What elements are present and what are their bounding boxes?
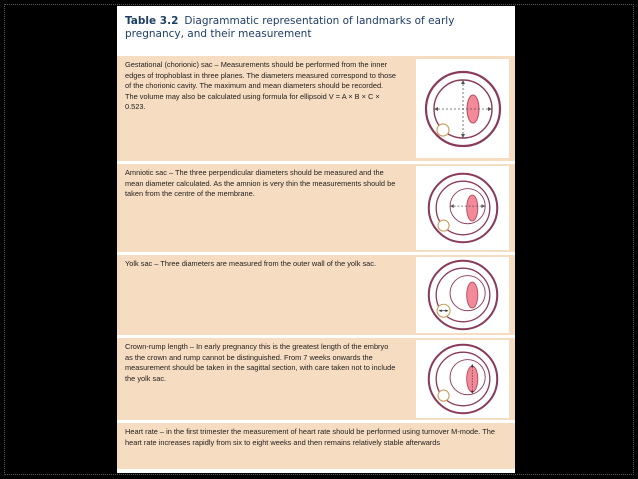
- table-row-yolk-sac: [117, 255, 515, 335]
- table-title: [125, 15, 509, 41]
- crown-rump-diagram-icon: [416, 340, 509, 418]
- table-title-text: Diagrammatic representation of landmarks of early pregnancy, and their measurement: [125, 15, 455, 40]
- table-number: Table 3.2: [125, 15, 179, 27]
- yolk-sac-diagram-icon: [416, 257, 509, 333]
- table-row-gestational-sac: [117, 56, 515, 161]
- row-text-heart-rate: Heart rate – in the first trimester the measurement of heart rate should be performed using turnover M-mode. The heart rate increases rapidly from six to eight weeks and then remains relatively stable afterwards: [125, 427, 495, 447]
- row-text-crown-rump: Crown-rump length – In early pregnancy this is the greatest length of the embryo as the crown and rump cannot be distinguished. From 7 weeks onwards the measurement should be taken in the sagittal section, with care taken not to include the yolk sac.: [125, 342, 396, 383]
- document-page: [117, 6, 515, 473]
- table-caption: [117, 6, 515, 54]
- row-text-gestational-sac: Gestational (chorionic) sac – Measurements should be performed from the inner edges of trophoblast in three planes. The diameters measured correspond to those of the chorionic cavity. The maximum and mean diameters should be recorded. The volume may also be calculated using formula for ellipsoid V = A × B × C × 0.523.: [125, 60, 397, 112]
- row-text-amniotic-sac: Amniotic sac – The three perpendicular diameters should be measured and the mean diameter calculated. As the amnion is very thin the measurements should be taken from the centre of the membrane.: [125, 168, 396, 199]
- table-row-heart-rate: [117, 423, 515, 469]
- gestational-sac-diagram-icon: [416, 59, 509, 158]
- table-row-amniotic-sac: [117, 164, 515, 252]
- amniotic-sac-diagram-icon: [416, 166, 509, 250]
- row-text-yolk-sac: Yolk sac – Three diameters are measured from the outer wall of the yolk sac.: [125, 259, 376, 268]
- table-row-crown-rump: [117, 338, 515, 420]
